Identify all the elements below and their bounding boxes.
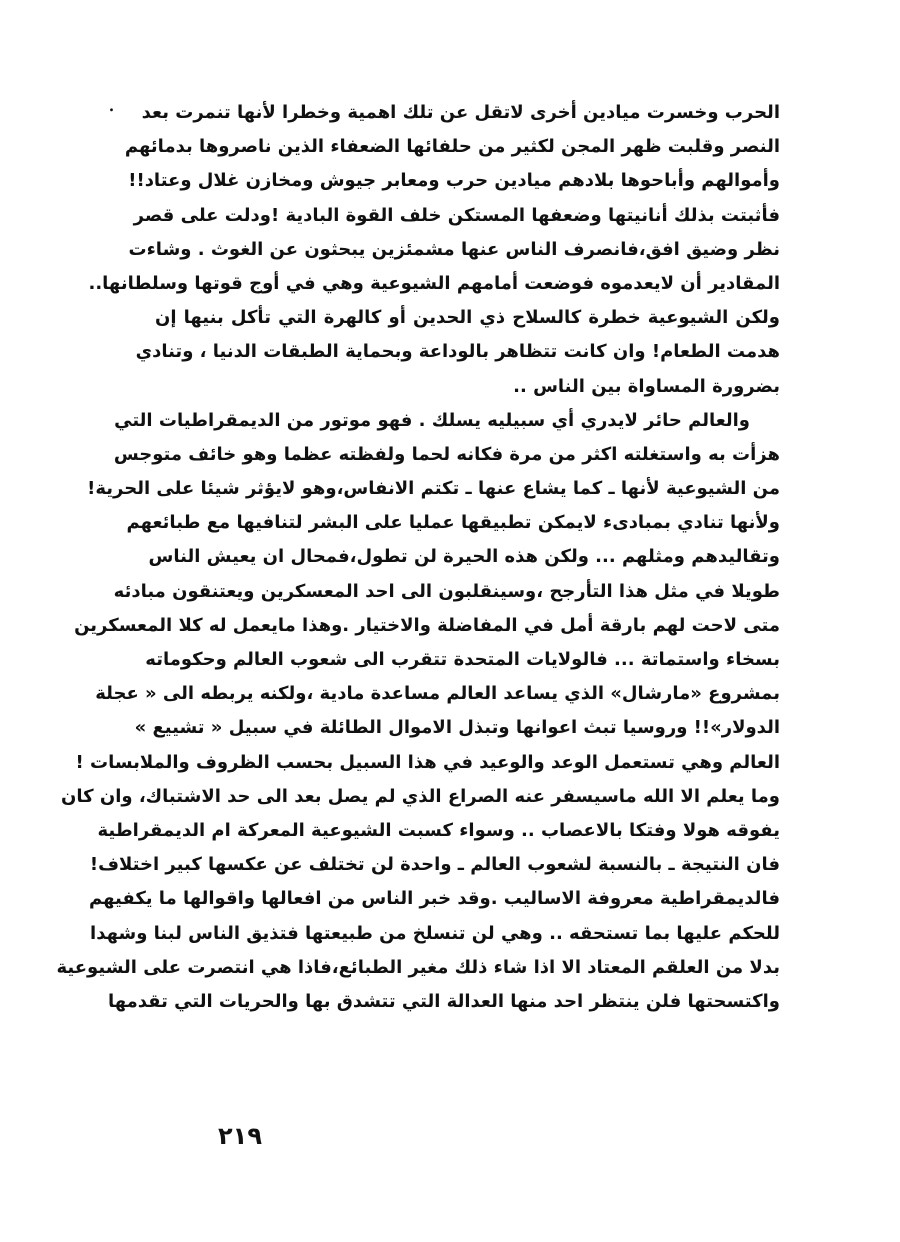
text-line: وأموالهم وأباحوها بلادهم ميادين حرب ومعابر جيوش ومخازن غلال وعتاد!! [128,170,780,192]
text-line: للحكم عليها بما تستحقه .. وهي لن تنسلخ من طبيعتها فتذيق الناس لبنا وشهدا [90,922,780,944]
text-line: طويلا في مثل هذا التأرجح ،وسينقلبون الى احد المعسكرين ويعتنقون مبادئه [113,580,780,602]
text-line: بسخاء واستماتة ... فالولايات المتحدة تتقرب الى شعوب العالم وحكوماته [145,649,780,670]
text-line: بدلا من العلقم المعتاد الا اذا شاء ذلك مغير الطبائع،فاذا هي انتصرت على الشيوعية [56,956,780,978]
text-line: الدولار»!! وروسيا تبث اعوانها وتبذل الاموال الطائلة في سبيل « تشييع » [134,717,780,739]
body-text [56,96,780,1019]
margin-mark: . [108,92,115,117]
text-line: متى لاحت لهم بارقة أمل في المفاضلة والاختيار .وهذا مايعمل له كلا المعسكرين [74,614,780,636]
text-line: بضرورة المساواة بين الناس .. [513,375,780,397]
text-line: هدمت الطعام! وان كانت تتظاهر بالوداعة وبحماية الطبقات الدنيا ، وتنادي [135,341,780,363]
text-line: فان النتيجة ـ بالنسبة لشعوب العالم ـ واحدة لن تختلف عن عكسها كبير اختلاف! [89,854,780,876]
text-line: النصر وقلبت ظهر المجن لكثير من حلفائها الضعفاء الذين ناصروها بدمائهم [124,136,780,158]
text-line: بمشروع «مارشال» الذي يساعد العالم مساعدة مادية ،ولكنه يربطه الى « عجلة [95,683,780,705]
text-line: ولكن الشيوعية خطرة كالسلاح ذي الحدين أو كالهرة التي تأكل بنيها إن [155,307,780,329]
text-line: من الشيوعية لأنها ـ كما يشاع عنها ـ تكتم الانفاس،وهو لايؤثر شيئا على الحرية! [87,478,780,500]
text-line: فأثبتت بذلك أنانيتها وضعفها المستكن خلف القوة البادية !ودلت على قصر [133,204,780,226]
page-number: ٢١٩ [218,1122,262,1150]
text-line: الحرب وخسرت ميادين أخرى لاتقل عن تلك اهمية وخطرا لأنها تنمرت بعد [141,102,780,123]
text-line: ولأنها تنادي بمبادىء لايمكن تطبيقها عمليا على البشر لتنافيها مع طبائعهم [126,512,780,534]
text-line: يفوقه هولا وفتكا بالاعصاب .. وسواء كسبت الشيوعية المعركة ام الديمقراطية [97,819,780,841]
text-line: والعالم حائر لايدري أي سبيليه يسلك . فهو موتور من الديمقراطيات التي [114,409,750,431]
text-line: العالم وهي تستعمل الوعد والوعيد في هذا السبيل بحسب الظروف والملابسات ! [75,751,780,773]
text-line: وما يعلم الا الله ماسيسفر عنه الصراع الذي لم يصل بعد الى حد الاشتباك، وان كان [60,785,780,807]
text-line: هزأت به واستغلته اكثر من مرة فكانه لحما ولفظته عظما وهو خائف متوجس [113,443,780,465]
text-line: واكتسحتها فلن ينتظر احد منها العدالة التي تتشدق بها والحريات التي تقدمها [108,990,780,1012]
text-line: فالديمقراطية معروفة الاساليب .وقد خبر الناس من افعالها واقوالها ما يكفيهم [89,888,780,910]
text-line: وتقاليدهم ومثلهم ... ولكن هذه الحيرة لن تطول،فمحال ان يعيش الناس [148,546,780,568]
text-line: المقادير أن لايعدموه فوضعت أمامهم الشيوعية وهي في أوج قوتها وسلطانها.. [88,272,780,294]
text-line: نظر وضيق افق،فانصرف الناس عنها مشمئزين يبحثون عن الغوث . وشاءت [128,238,780,260]
